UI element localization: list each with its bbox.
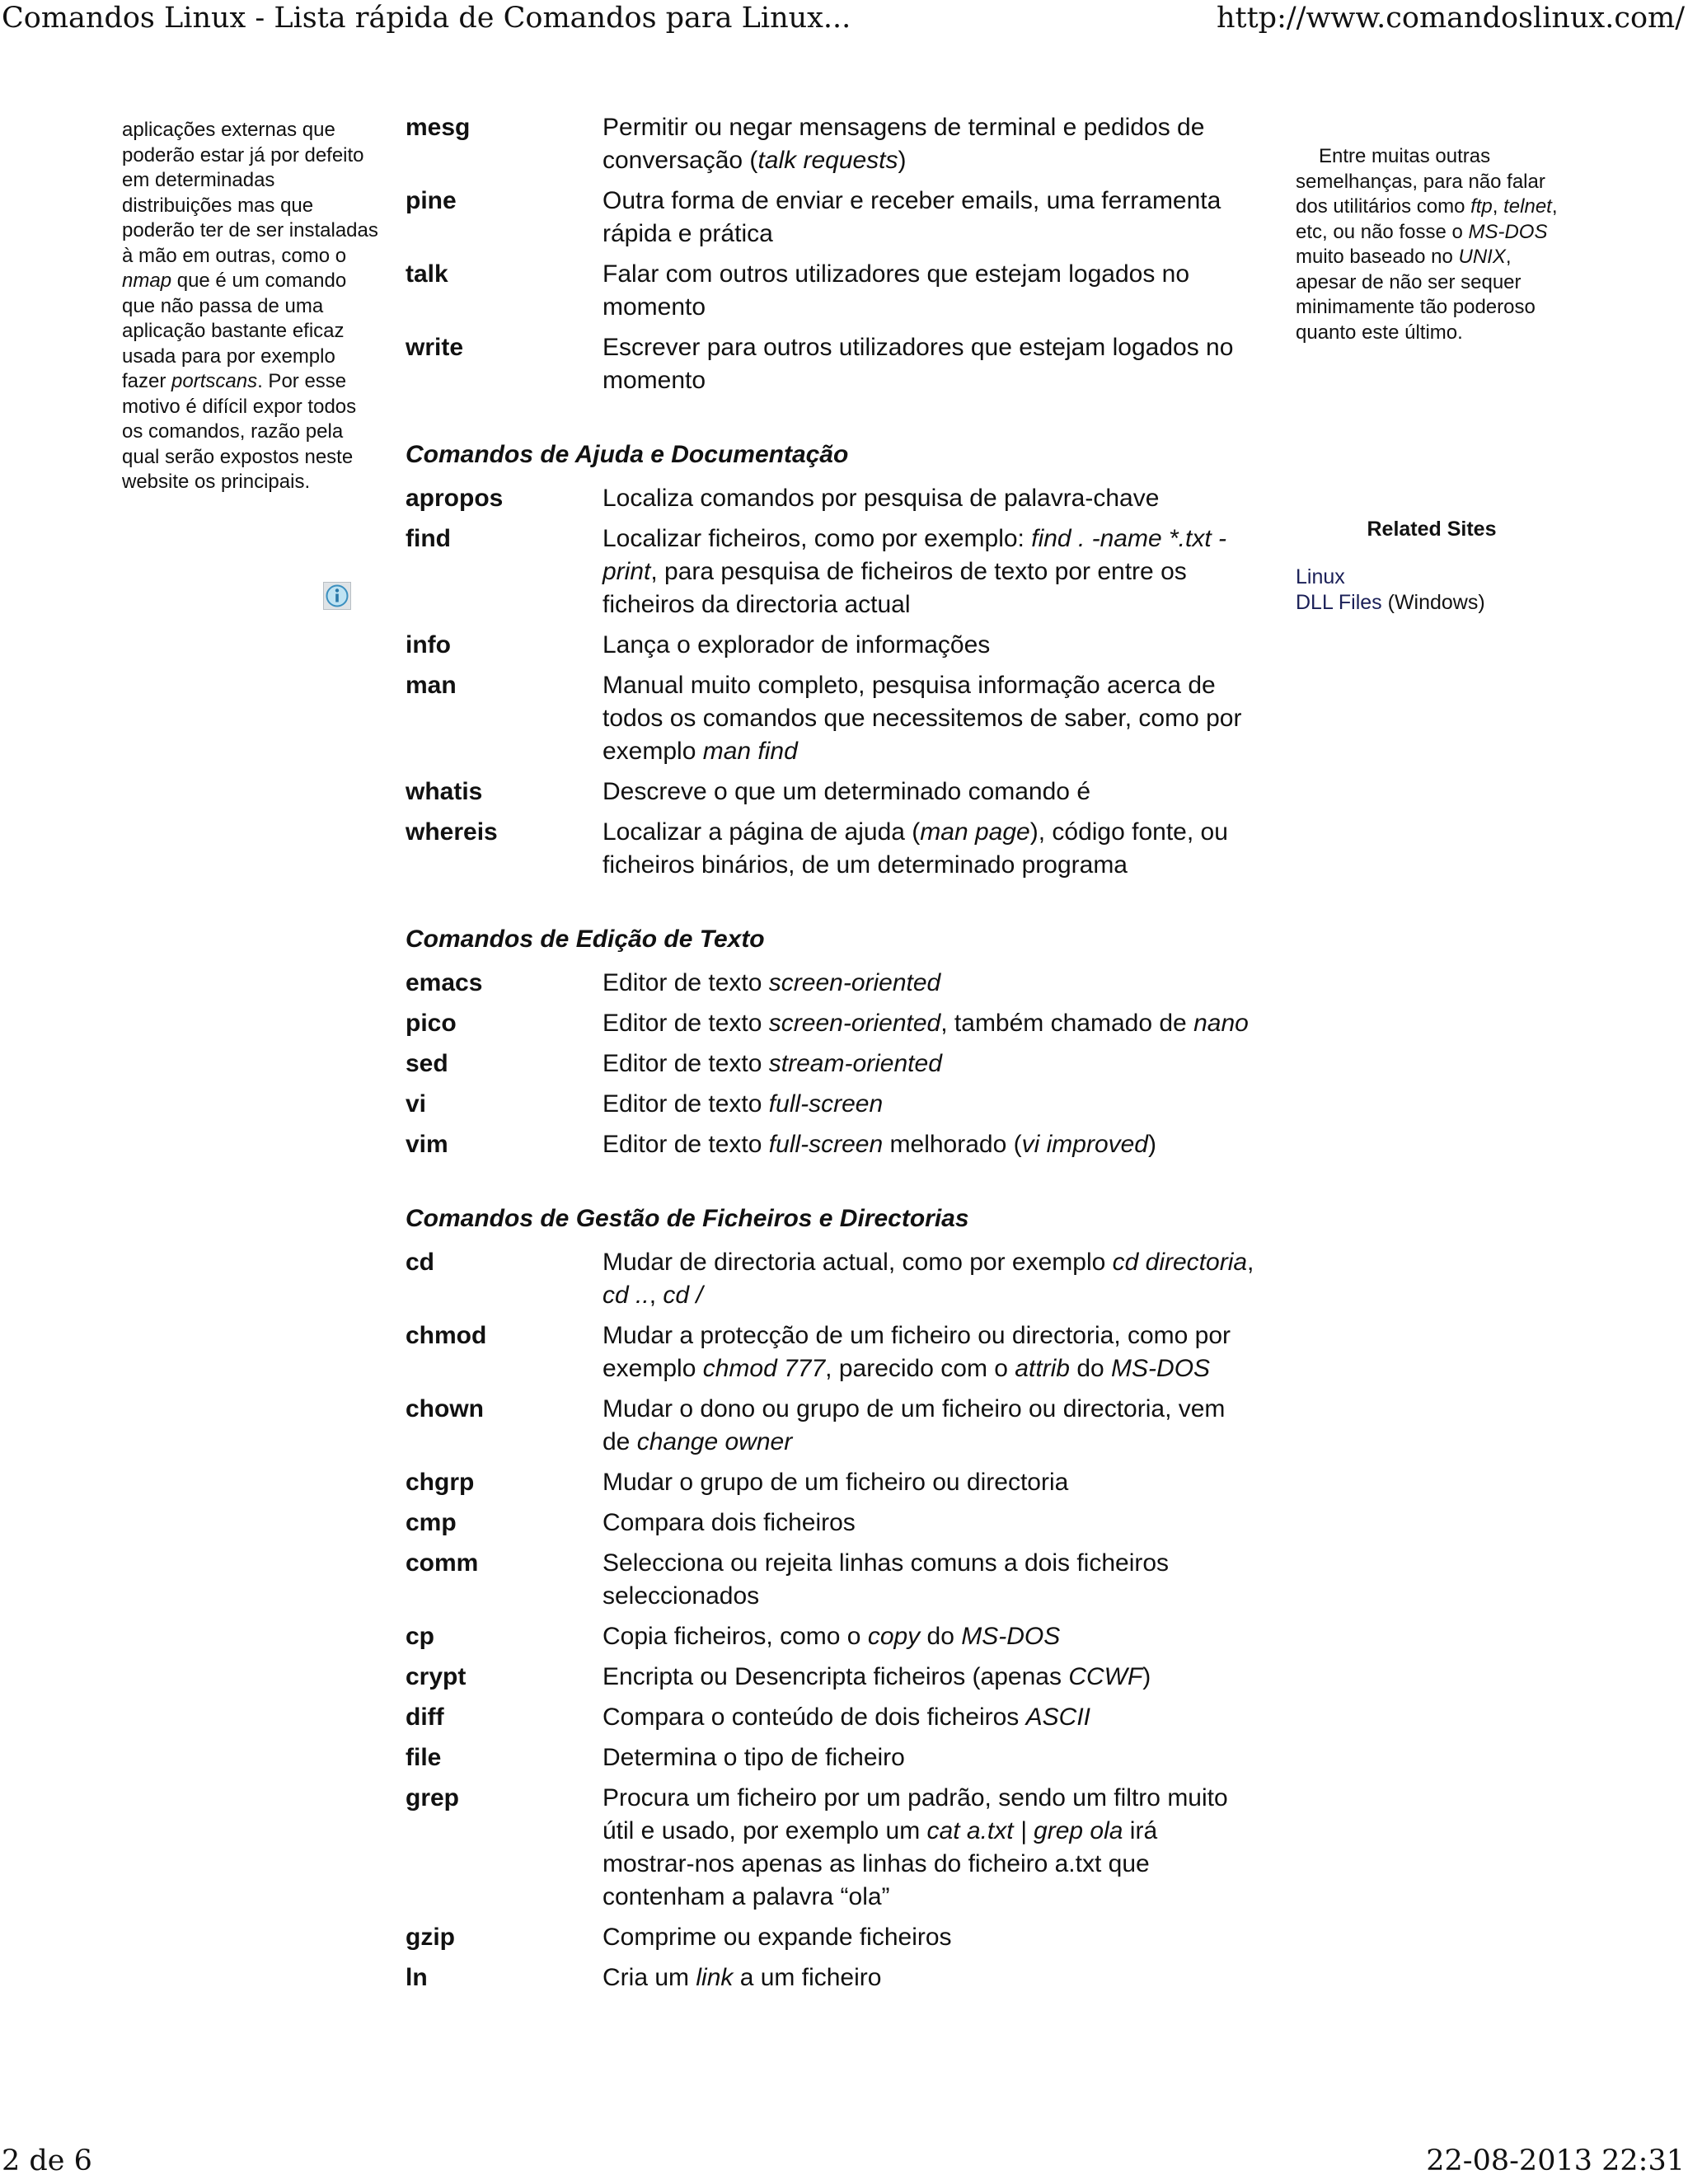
command-name: mesg (406, 114, 471, 141)
command-name: diff (406, 1704, 444, 1731)
print-datetime: 22-08-2013 22:31 (1426, 2144, 1685, 2177)
command-description: Copia ficheiros, como o copy do MS-DOS (603, 1623, 1061, 1650)
command-row-chmod (406, 1319, 1254, 1393)
command-description: Mudar a protecção de um ficheiro ou directoria, como por exemplo chmod 777, parecido com o attrib do MS-DOS (603, 1322, 1231, 1382)
command-row-cmp (406, 1507, 1254, 1547)
command-name: ln (406, 1964, 428, 1991)
command-description: Mudar o grupo de um ficheiro ou directoria (603, 1469, 1069, 1496)
command-description: Outra forma de enviar e receber emails, uma ferramenta rápida e prática (603, 187, 1221, 247)
command-name: info (406, 631, 451, 658)
command-description: Mudar o dono ou grupo de um ficheiro ou directoria, vem de change owner (603, 1395, 1226, 1455)
command-name: chmod (406, 1322, 487, 1349)
command-row-pico (406, 1007, 1254, 1047)
section-title-files: Comandos de Gestão de Ficheiros e Directorias (406, 1205, 969, 1232)
command-description: Compara dois ficheiros (603, 1509, 856, 1536)
command-row-vi (406, 1088, 1254, 1128)
command-name: write (406, 334, 464, 361)
section-title-help: Comandos de Ajuda e Documentação (406, 441, 849, 468)
command-description: Manual muito completo, pesquisa informação acerca de todos os comandos que necessitemos de saber, como por exemplo man find (603, 672, 1242, 765)
print-footer (0, 2144, 1688, 2181)
info-icon[interactable] (323, 582, 351, 610)
command-description: Editor de texto screen-oriented, também chamado de nano (603, 1010, 1249, 1037)
portscans-term: portscans (171, 370, 258, 392)
command-name: find (406, 525, 451, 552)
command-description: Selecciona ou rejeita linhas comuns a dois ficheiros seleccionados (603, 1549, 1170, 1610)
left-column-text: aplicações externas que poderão estar já por defeito em determinadas distribuições mas que poderão ter de ser instaladas à mão em outras, como o nmap que é um comando que não passa de uma aplicação bastante eficaz usada para por exemplo fazer portscans. Por esse motivo é difícil expor todos os comandos, razão pela qual serão expostos neste website os principais. (122, 119, 378, 493)
command-row-comm (406, 1547, 1254, 1620)
command-description: Compara o conteúdo de dois ficheiros ASCII (603, 1704, 1090, 1731)
command-description: Editor de texto full-screen melhorado (vi improved) (603, 1131, 1156, 1158)
command-name: vi (406, 1090, 427, 1118)
command-row-mesg (406, 111, 1254, 185)
main-content (406, 111, 1254, 2002)
page-url: http://www.comandoslinux.com/ (1217, 2, 1685, 35)
command-description: Permitir ou negar mensagens de terminal e pedidos de conversação (talk requests) (603, 114, 1205, 174)
command-name: whereis (406, 818, 498, 846)
files-commands-table (406, 1246, 1254, 2002)
command-name: chgrp (406, 1469, 475, 1496)
command-name: pine (406, 187, 457, 214)
command-row-chgrp (406, 1466, 1254, 1507)
command-description: Descreve o que um determinado comando é (603, 778, 1091, 805)
command-name: cp (406, 1623, 435, 1650)
command-description: Cria um link a um ficheiro (603, 1964, 882, 1991)
command-name: file (406, 1744, 442, 1771)
command-row-write (406, 331, 1254, 405)
command-description: Encripta ou Desencripta ficheiros (apenas CCWF) (603, 1663, 1151, 1690)
page-title: Comandos Linux - Lista rápida de Comandos para Linux... (2, 2, 851, 35)
command-description: Mudar de directoria actual, como por exemplo cd directoria, cd .., cd / (603, 1249, 1254, 1309)
command-row-apropos (406, 482, 1254, 523)
command-row-gzip (406, 1921, 1254, 1961)
related-sites-list (1296, 565, 1568, 616)
command-name: apropos (406, 485, 504, 512)
command-row-cd (406, 1246, 1254, 1319)
command-row-cp (406, 1620, 1254, 1661)
related-link-dll-files[interactable]: DLL Files (Windows) (1296, 591, 1485, 614)
command-row-crypt (406, 1661, 1254, 1701)
command-name: cd (406, 1249, 435, 1276)
command-row-chown (406, 1393, 1254, 1466)
command-row-ln (406, 1961, 1254, 2002)
command-name: vim (406, 1131, 448, 1158)
right-column-note: Entre muitas outras semelhanças, para não falar dos utilitários como ftp, telnet, etc, ou não fosse o MS-DOS muito baseado no UNIX, apesar de não ser sequer minimamente tão poderoso quanto este último. (1296, 145, 1558, 344)
related-sites-title: Related Sites (1367, 518, 1497, 541)
command-name: cmp (406, 1509, 457, 1536)
command-description: Localizar a página de ajuda (man page), código fonte, ou ficheiros binários, de um determinado programa (603, 818, 1228, 879)
command-description: Localizar ficheiros, como por exemplo: find . -name *.txt -print, para pesquisa de ficheiros de texto por entre os ficheiros da directoria actual (603, 525, 1226, 618)
command-row-whereis (406, 816, 1254, 889)
command-name: talk (406, 260, 448, 288)
nmap-term: nmap (122, 269, 172, 292)
page-number: 2 de 6 (2, 2144, 92, 2177)
command-row-pine (406, 185, 1254, 258)
command-description: Lança o explorador de informações (603, 631, 991, 658)
command-row-grep (406, 1782, 1254, 1921)
command-description: Comprime ou expande ficheiros (603, 1924, 952, 1951)
command-row-file (406, 1741, 1254, 1782)
related-link-linux[interactable]: Linux (1296, 565, 1345, 588)
section-title-editing: Comandos de Edição de Texto (406, 926, 765, 953)
command-description: Localiza comandos por pesquisa de palavra-chave (603, 485, 1160, 512)
command-name: emacs (406, 969, 483, 996)
command-row-whatis (406, 776, 1254, 816)
command-row-info (406, 629, 1254, 669)
command-name: grep (406, 1784, 460, 1811)
command-row-sed (406, 1047, 1254, 1088)
command-description: Editor de texto stream-oriented (603, 1050, 942, 1077)
command-row-emacs (406, 967, 1254, 1007)
command-row-vim (406, 1128, 1254, 1169)
command-name: man (406, 672, 457, 699)
communication-commands-table (406, 111, 1254, 405)
command-row-talk (406, 258, 1254, 331)
command-name: crypt (406, 1663, 467, 1690)
command-name: comm (406, 1549, 479, 1577)
command-description: Falar com outros utilizadores que estejam logados no momento (603, 260, 1190, 321)
command-name: whatis (406, 778, 483, 805)
command-description: Editor de texto screen-oriented (603, 969, 941, 996)
command-name: pico (406, 1010, 457, 1037)
editing-commands-table (406, 967, 1254, 1169)
command-row-man (406, 669, 1254, 776)
command-row-diff (406, 1701, 1254, 1741)
command-name: gzip (406, 1924, 455, 1951)
command-name: sed (406, 1050, 448, 1077)
command-description: Escrever para outros utilizadores que estejam logados no momento (603, 334, 1234, 394)
print-header (0, 2, 1688, 38)
help-commands-table (406, 482, 1254, 889)
command-description: Procura um ficheiro por um padrão, sendo um filtro muito útil e usado, por exemplo um cat a.txt | grep ola irá mostrar-nos apenas as linhas do ficheiro a.txt que contenham a palavra “ola” (603, 1784, 1228, 1910)
command-row-find (406, 523, 1254, 629)
command-description: Determina o tipo de ficheiro (603, 1744, 905, 1771)
command-description: Editor de texto full-screen (603, 1090, 884, 1118)
command-name: chown (406, 1395, 484, 1422)
